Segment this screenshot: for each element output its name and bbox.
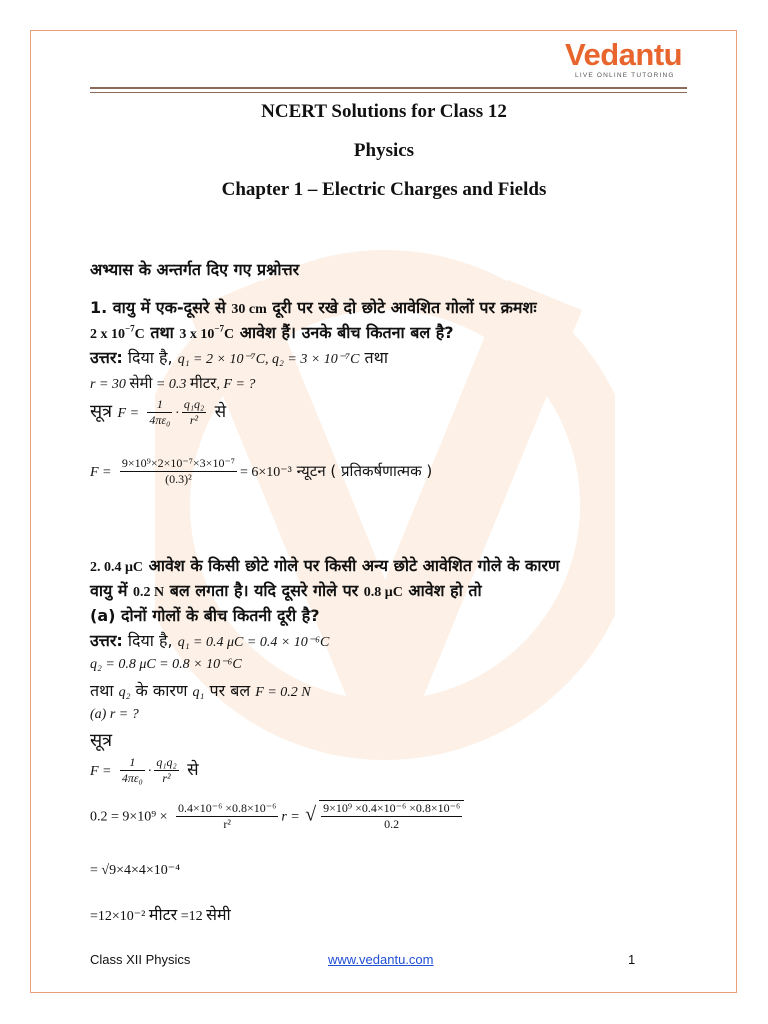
q1-line1: 1. वायु में एक-दूसरे से 30 cm दूरी पर रखे दो छोटे आवेशित गोलों पर क्रमशः [90, 298, 537, 317]
q2-force-line: तथा q₂ के कारण q₁ पर बल F = 0.2 N [90, 681, 311, 700]
q2-step2: = √9×4×4×10⁻⁴ [90, 863, 181, 878]
doc-title: NCERT Solutions for Class 12 [261, 101, 507, 122]
q2-step3: =12×10⁻² मीटर =12 सेमी [90, 905, 231, 924]
q2-line1: 2. 0.4 μC आवेश के किसी छोटे गोले पर किसी अन्य छोटे आवेशित गोले के कारण [90, 556, 560, 575]
formula-fraction: $\frac{1}{\text{4πε₀}}$ [149, 397, 171, 427]
q1-line2: 2 x $10^{-7}C$ तथा 3 x $10^{-7}C$ आवेश हैं। उनके बीच कितना बल है? [90, 323, 454, 342]
vedantu-logo [565, 38, 685, 79]
q2-part-a-eq: (a) r = ? [90, 707, 139, 722]
q2-calculation: 0.2 = 9×10⁹ × $\frac{\text{0.4×10⁻⁶ ×0.8×10⁻⁶}}{\text{r²}}$ r = √ $\frac{\text{9×10⁹ ×0.4×10⁻⁶ ×0.8×10⁻⁶}}{0.2}$ [90, 800, 467, 832]
q1-calculation: F = $\frac{\text{9×10⁹×2×10⁻⁷×3×10⁻⁷}}{\text{(0.3)²}}$ = 6×10⁻³ न्यूटन ( प्रतिकर्षणात्मक ) [90, 456, 433, 486]
q2-line2: वायु में 0.2 N बल लगता है। यदि दूसरे गोले पर 0.8 μC आवेश हो तो [90, 581, 482, 600]
calc-fraction: $\frac{\text{0.4×10⁻⁶ ×0.8×10⁻⁶}}{\text{r²}}$ [177, 800, 277, 831]
calc-sqrt: $\frac{\text{9×10⁹ ×0.4×10⁻⁶ ×0.8×10⁻⁶}}{0.2}$ [319, 800, 464, 832]
q2-eq2: q₂ = 0.8 μC = 0.8 × 10⁻⁶C [90, 657, 242, 672]
vedantu-link[interactable]: www.vedantu.com [328, 952, 434, 967]
logo-tagline: LIVE ONLINE TUTORING [575, 72, 675, 79]
header-rule [90, 87, 687, 89]
q2-part-a: (a) दोनों गोलों के बीच कितनी दूरी है? [90, 606, 320, 625]
calc-fraction: $\frac{\text{9×10⁹×2×10⁻⁷×3×10⁻⁷}}{\text{(0.3)²}}$ [121, 456, 235, 486]
q1-answer: उत्तर: दिया है, q₁ = 2 × 10⁻⁷C, q₂ = 3 × 10⁻⁷C तथा [90, 348, 388, 367]
vedantu-watermark-icon [155, 205, 615, 805]
doc-chapter: Chapter 1 – Electric Charges and Fields [221, 179, 547, 200]
page-number: 1 [628, 952, 636, 967]
q2-answer: उत्तर: दिया है, q₁ = 0.4 μC = 0.4 × 10⁻⁶C [90, 631, 330, 650]
formula-fraction: $\frac{1}{\text{4πε₀}}$ [121, 755, 143, 785]
formula-fraction-2: $\frac{\text{q₁q₂}}{\text{r²}}$ [156, 755, 177, 785]
footer-class: Class XII Physics [90, 952, 191, 967]
formula-fraction-2: $\frac{\text{q₁q₂}}{\text{r²}}$ [183, 397, 205, 427]
q1-formula: सूत्र F = $\frac{1}{\text{4πε₀}}$ · $\frac{\text{q₁q₂}}{\text{r²}}$ से [90, 397, 227, 427]
logo-wordmark: Vedantu [565, 37, 683, 72]
q2-sutra: सूत्र [90, 730, 113, 751]
q1-given-r: r = 30 सेमी = 0.3 मीटर, F = ? [90, 374, 256, 392]
doc-subject: Physics [353, 140, 415, 161]
q2-formula: F = $\frac{1}{\text{4πε₀}}$ · $\frac{\text{q₁q₂}}{\text{r²}}$ से [90, 755, 199, 785]
header-rule-thin [90, 92, 687, 93]
section-heading: अभ्यास के अन्तर्गत दिए गए प्रश्नोत्तर [90, 260, 300, 279]
footer-link[interactable] [328, 952, 434, 967]
